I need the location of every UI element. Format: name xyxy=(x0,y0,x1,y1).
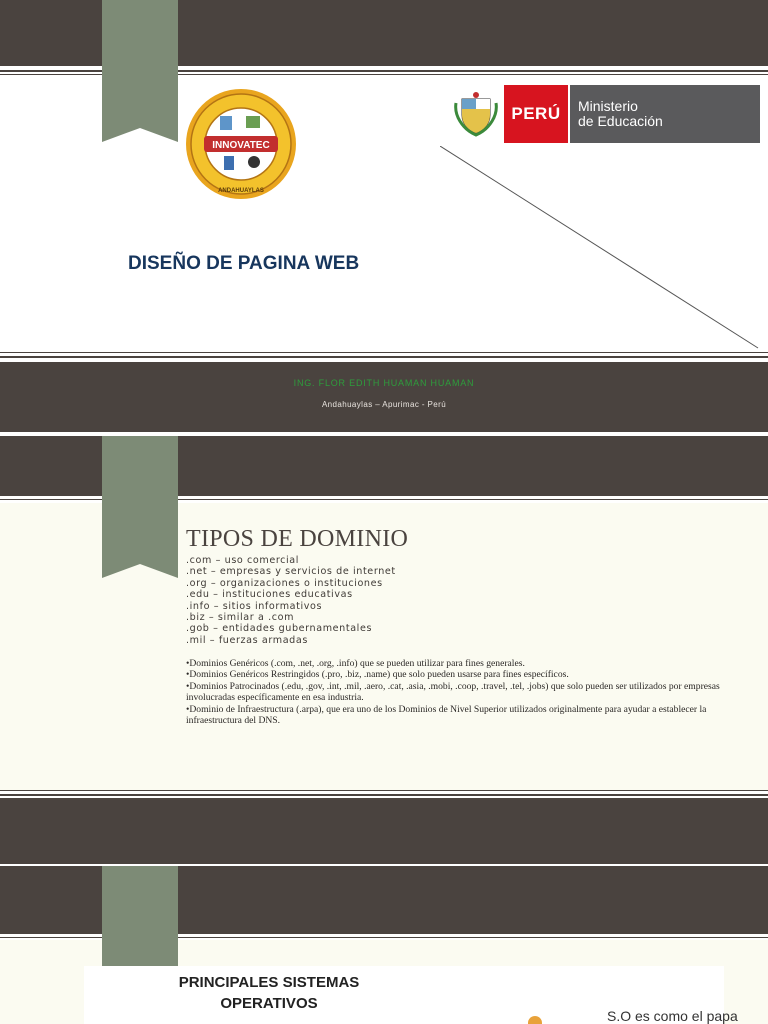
domain-item: .com – uso comercial xyxy=(186,555,300,566)
domain-item: .edu – instituciones educativas xyxy=(186,589,353,601)
slide2-bottom-stripe xyxy=(0,794,768,796)
slide1-author: ING. FLOR EDITH HUAMAN HUAMAN xyxy=(293,378,475,388)
logo-bottom-text: ANDAHUAYLAS xyxy=(218,188,264,194)
slide3-image-fragment xyxy=(528,1016,542,1024)
ministerio-header xyxy=(448,85,760,143)
ministerio-line2: de Educación xyxy=(578,113,663,129)
slide3-title xyxy=(84,972,454,1014)
slide2-bottom-band xyxy=(0,798,768,864)
peru-coat-of-arms-icon xyxy=(448,85,504,143)
slide3-side-text: S.O es como el papa xyxy=(607,1008,738,1024)
slide2-ribbon xyxy=(102,436,178,578)
slide2-bottom-stripe-thin xyxy=(0,790,768,791)
domain-item: .info – sitios informativos xyxy=(186,600,323,612)
domain-item: .biz – similar a .com xyxy=(186,612,295,624)
slide3-title-line2: OPERATIVOS xyxy=(220,995,318,1012)
logo-text: INNOVATEC xyxy=(212,140,270,151)
innovatec-logo xyxy=(184,88,298,200)
domain-item: .org – organizaciones o instituciones xyxy=(186,577,383,589)
slide1-place: Andahuaylas – Apurimac - Perú xyxy=(321,400,447,409)
slide2-title: TIPOS DE DOMINIO xyxy=(186,526,409,552)
slide1-title: DISEÑO DE PAGINA WEB xyxy=(128,253,360,274)
domain-type-bullet: •Dominios Genéricos (.com, .net, .org, .info) que se pueden utilizar para fines generales. xyxy=(186,658,525,669)
domain-type-bullet: •Dominios Patrocinados (.edu, .gov, .int, .mil, .aero, .cat, .asia, .mobi, .coop, .travel, .tel, .jobs) que solo pueden ser utilizados por empresas involucradas específicamente en esa industria. xyxy=(186,680,720,704)
ministerio-line1: Ministerio xyxy=(578,98,638,114)
domain-type-bullet: •Dominios Genéricos Restringidos (.pro, .biz, .name) que solo pueden usarse para fines específicos. xyxy=(186,669,569,681)
domain-list xyxy=(186,555,396,646)
slide3-title-line1: PRINCIPALES SISTEMAS xyxy=(178,974,360,991)
slide1-bottom-band xyxy=(0,362,768,432)
domain-type-bullet: •Dominio de Infraestructura (.arpa), que era uno de los Dominios de Nivel Superior utilizados originalmente para ayudar a establecer la infraestructura del DNS. xyxy=(186,703,707,727)
slide1-ribbon xyxy=(102,0,178,142)
decorative-diagonal-line xyxy=(440,146,760,350)
ministerio-label xyxy=(570,85,760,143)
slide1-bottom-stripe xyxy=(0,356,768,358)
domain-item: .net – empresas y servicios de internet xyxy=(186,566,396,578)
slide1-bottom-stripe-thin xyxy=(0,352,768,353)
domain-item: .gob – entidades gubernamentales xyxy=(186,623,373,635)
peru-label: PERÚ xyxy=(504,85,568,143)
domain-item: .mil – fuerzas armadas xyxy=(186,634,308,646)
domain-types-list xyxy=(186,658,726,726)
